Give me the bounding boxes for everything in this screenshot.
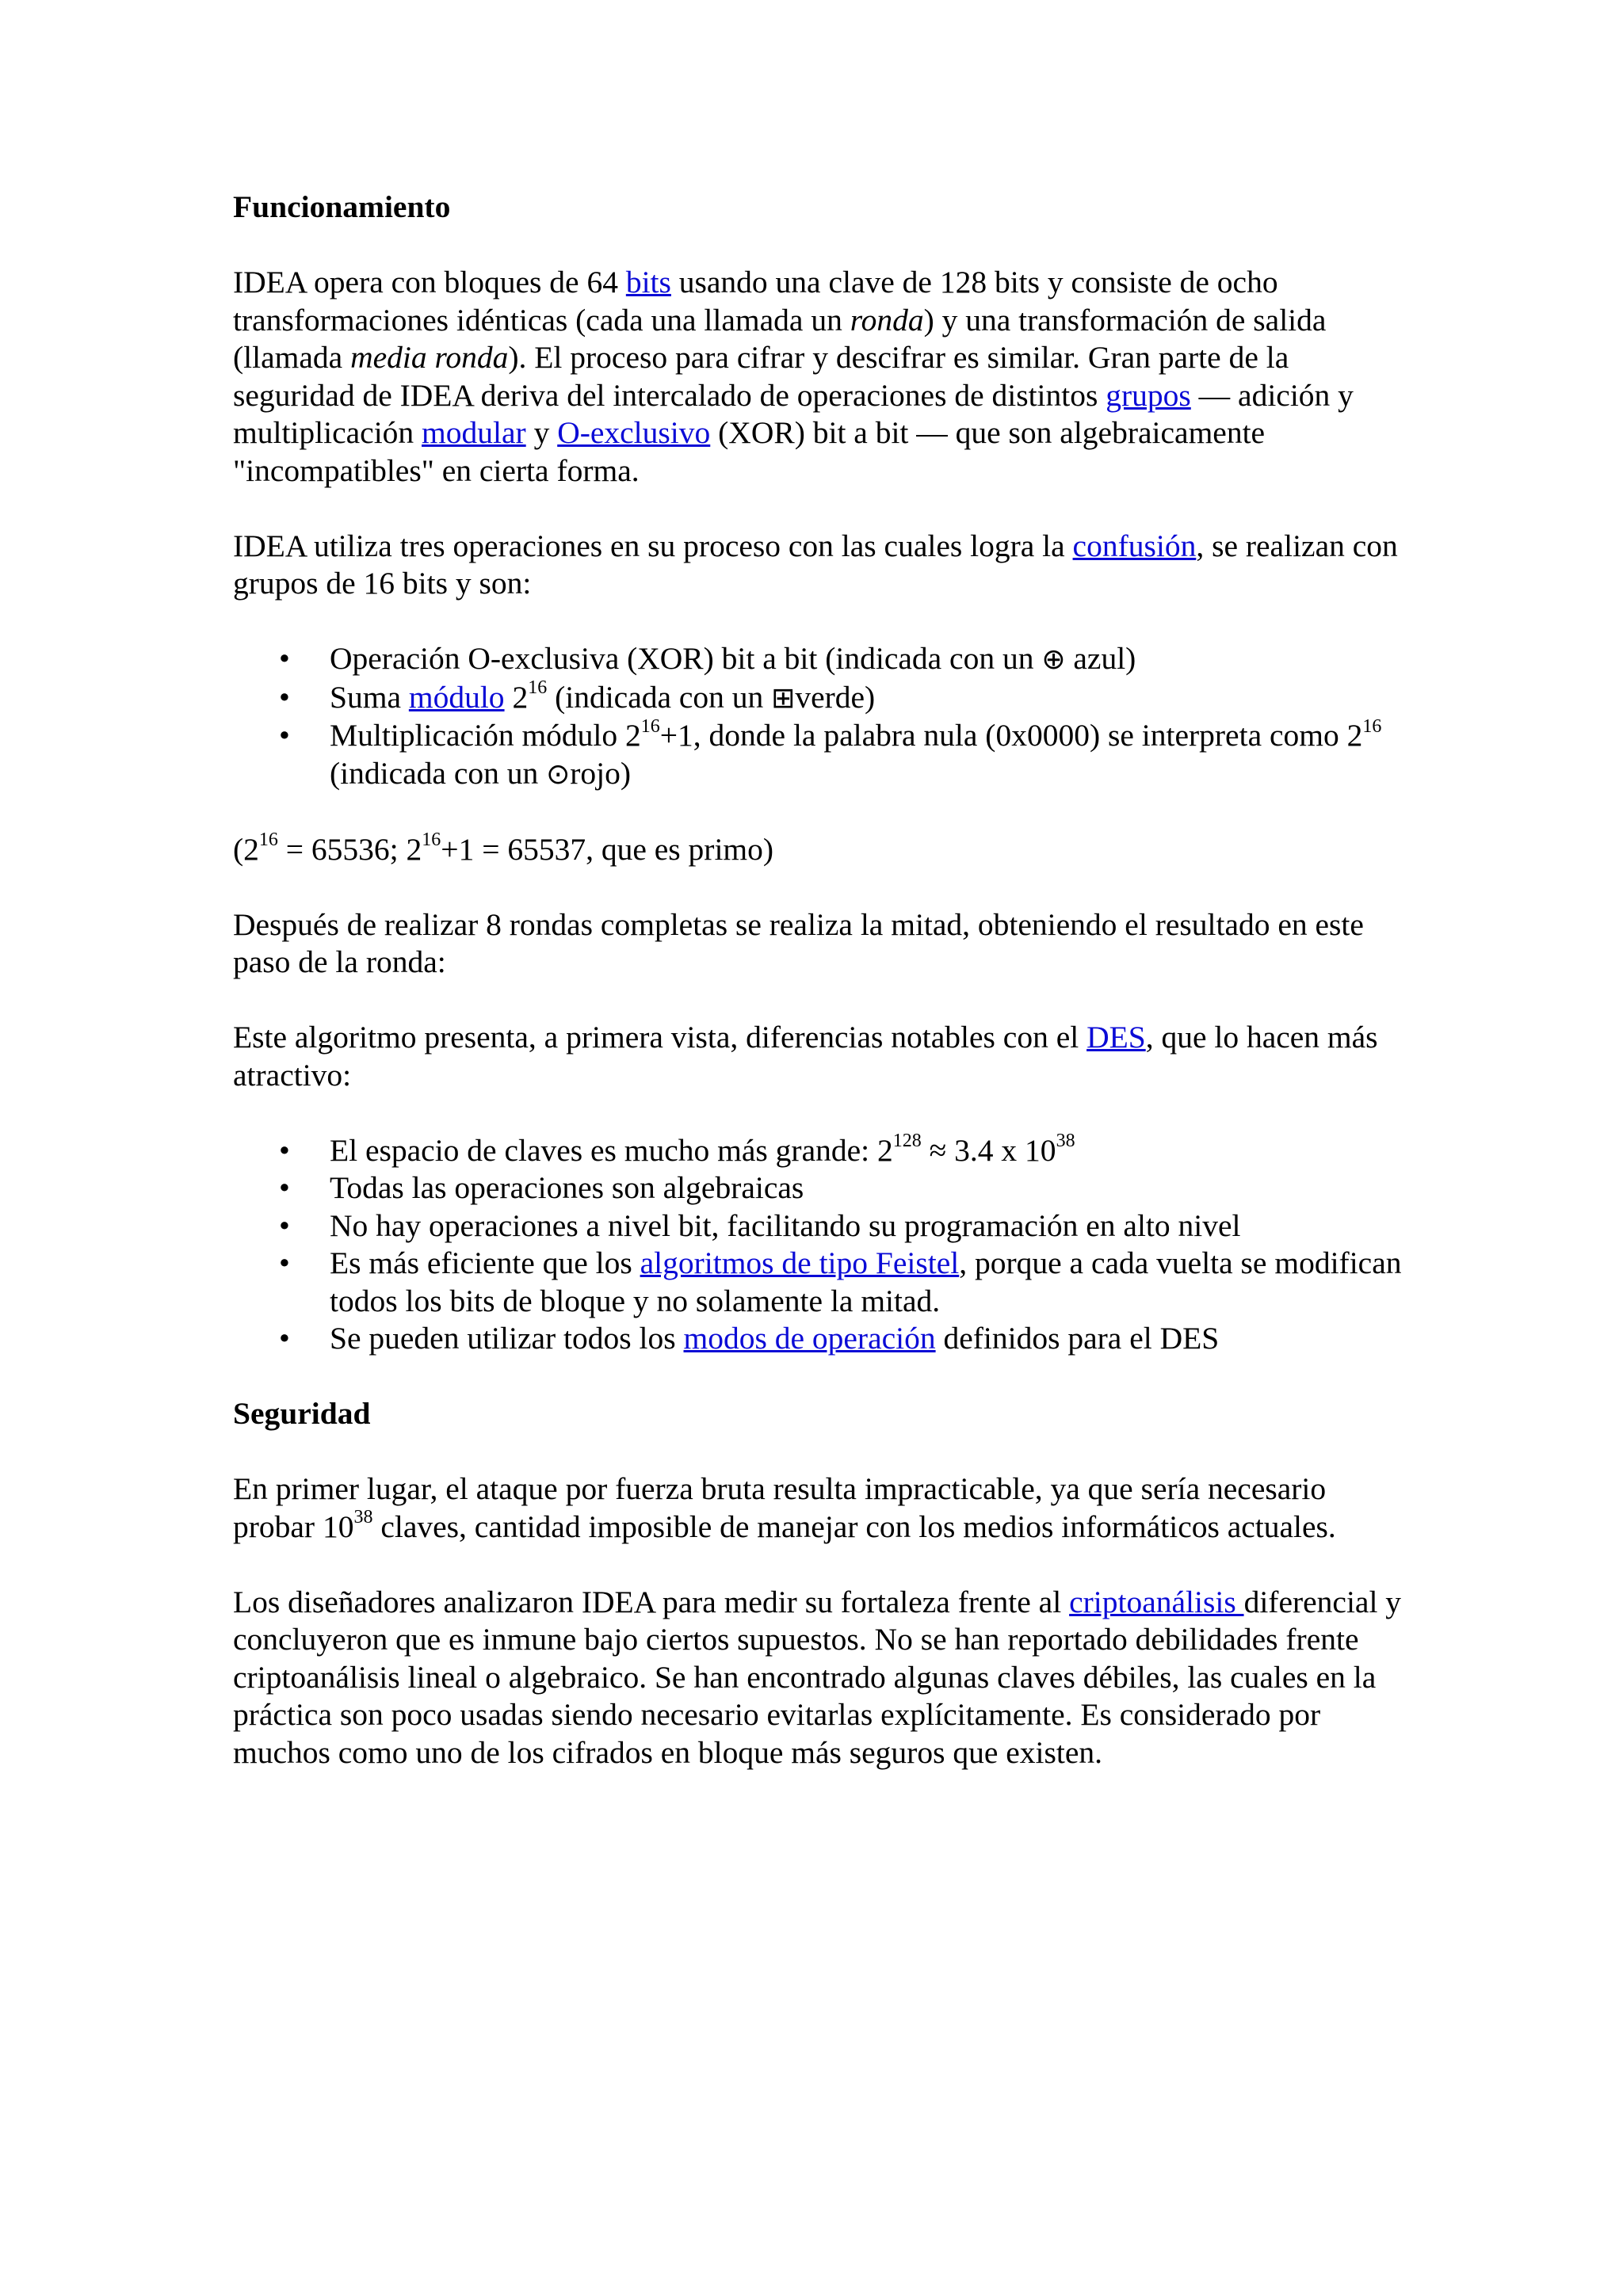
text: Operación O-exclusiva (XOR) bit a bit (indicada con un [330,641,1042,676]
superscript: 38 [353,1507,373,1528]
text: verde) [795,679,876,715]
operations-list [233,640,1406,793]
boxed-plus-symbol-icon: ⊞ [771,681,796,715]
text: +1, donde la palabra nula (0x0000) se interpreta como 2 [659,718,1363,753]
paragraph-primo [233,831,1406,869]
paragraph-fuerza-bruta [233,1470,1406,1546]
paragraph-rondas: Después de realizar 8 rondas completas se realiza la mitad, obteniendo el resultado en este paso de la ronda: [233,906,1364,979]
text: , que lo hacen más atractivo: [233,1020,1378,1093]
link-o-exclusivo[interactable]: O-exclusivo [557,415,711,450]
text: azul) [1065,641,1136,676]
superscript: 38 [1056,1131,1075,1152]
list-item [330,679,1406,718]
text: claves, cantidad imposible de manejar con los medios informáticos actuales. [372,1508,1336,1544]
list-item [330,1132,1406,1170]
text: Se pueden utilizar todos los [330,1321,684,1356]
paragraph-operaciones [233,528,1406,603]
list-item [330,1320,1406,1358]
heading-funcionamiento: Funcionamiento [233,189,451,224]
text: y [525,415,558,450]
paragraph-criptoanalisis [233,1584,1406,1772]
circled-dot-symbol-icon: ⊙ [546,757,571,791]
text: ) y una transformación de salida (llamada [233,302,1327,375]
text: , porque a cada vuelta se modifican todos los bits de bloque y no solamente la mitad. [330,1245,1402,1318]
text: Este algoritmo presenta, a primera vista, diferencias notables con el [233,1020,1087,1055]
text: rojo) [570,755,632,791]
term-media-ronda: media ronda [350,340,509,375]
text: (indicada con un [330,755,547,791]
superscript: 128 [892,1131,922,1152]
heading-seguridad: Seguridad [233,1396,371,1431]
superscript: 16 [1362,715,1382,737]
link-modular[interactable]: modular [422,415,526,450]
link-grupos[interactable]: grupos [1106,377,1191,413]
text: El espacio de claves es mucho más grande: 2 [330,1132,893,1168]
text: +1 = 65537, que es primo) [441,831,774,867]
text: En primer lugar, el ataque por fuerza bruta resulta impracticable, ya que sería necesario probar 10 [233,1471,1327,1544]
link-des[interactable]: DES [1086,1020,1146,1055]
paragraph-intro [233,264,1406,490]
superscript: 16 [258,830,278,851]
text: Los diseñadores analizaron IDEA para medir su fortaleza frente al [233,1584,1070,1619]
advantages-list [233,1132,1406,1358]
text: (indicada con un [547,679,772,715]
text: Multiplicación módulo 2 [330,718,641,753]
text: definidos para el DES [935,1321,1220,1356]
text: , se realizan con grupos de 16 bits y son: [233,528,1398,601]
text: — adición y multiplicación [233,377,1354,450]
list-item [330,1245,1406,1320]
document-page [233,189,1406,1810]
link-feistel[interactable]: algoritmos de tipo Feistel [640,1245,960,1280]
link-criptoanalisis[interactable]: criptoanálisis [1069,1584,1244,1619]
text: ). El proceso para cifrar y descifrar es similar. Gran parte de la seguridad de IDEA deriva del intercalado de operaciones de distintos [233,340,1289,413]
list-item [330,717,1406,793]
text: Suma [330,679,409,715]
text: Es más eficiente que los [330,1245,640,1280]
text: 2 [504,679,529,715]
superscript: 16 [640,715,660,737]
superscript: 16 [422,830,441,851]
superscript: 16 [528,677,548,699]
term-ronda: ronda [850,302,924,338]
list-item: • No hay operaciones a nivel bit, facilitando su programación en alto nivel [330,1207,1406,1245]
text: (2 [233,831,259,867]
link-bits[interactable]: bits [625,265,671,299]
paragraph-des [233,1019,1406,1094]
xor-symbol-icon: ⊕ [1041,643,1066,676]
link-confusion[interactable]: confusión [1072,528,1197,563]
text: IDEA opera con bloques de 64 [233,265,626,299]
list-item [330,640,1406,679]
link-modulo[interactable]: módulo [408,679,505,715]
list-item: • Todas las operaciones son algebraicas [330,1169,1406,1207]
text: (XOR) bit a bit — que son algebraicamente "incompatibles" en cierta forma. [233,415,1266,488]
text: usando una clave de 128 bits y consiste de ocho transformaciones idénticas (cada una llamada un [233,265,1278,338]
text: = 65536; 2 [277,831,422,867]
text: IDEA utiliza tres operaciones en su proceso con las cuales logra la [233,528,1073,563]
text: ≈ 3.4 x 10 [921,1132,1056,1168]
text: diferencial y concluyeron que es inmune bajo ciertos supuestos. No se han reportado debilidades frente criptoanálisis lineal o algebraico. Se han encontrado algunas claves débiles, las cuales en la práctica son poco usadas siendo necesario evitarlas explícitamente. Es considerado por muchos como uno de los cifrados en bloque más seguros que existen. [233,1584,1402,1770]
link-modos-de-operacion[interactable]: modos de operación [683,1321,936,1356]
